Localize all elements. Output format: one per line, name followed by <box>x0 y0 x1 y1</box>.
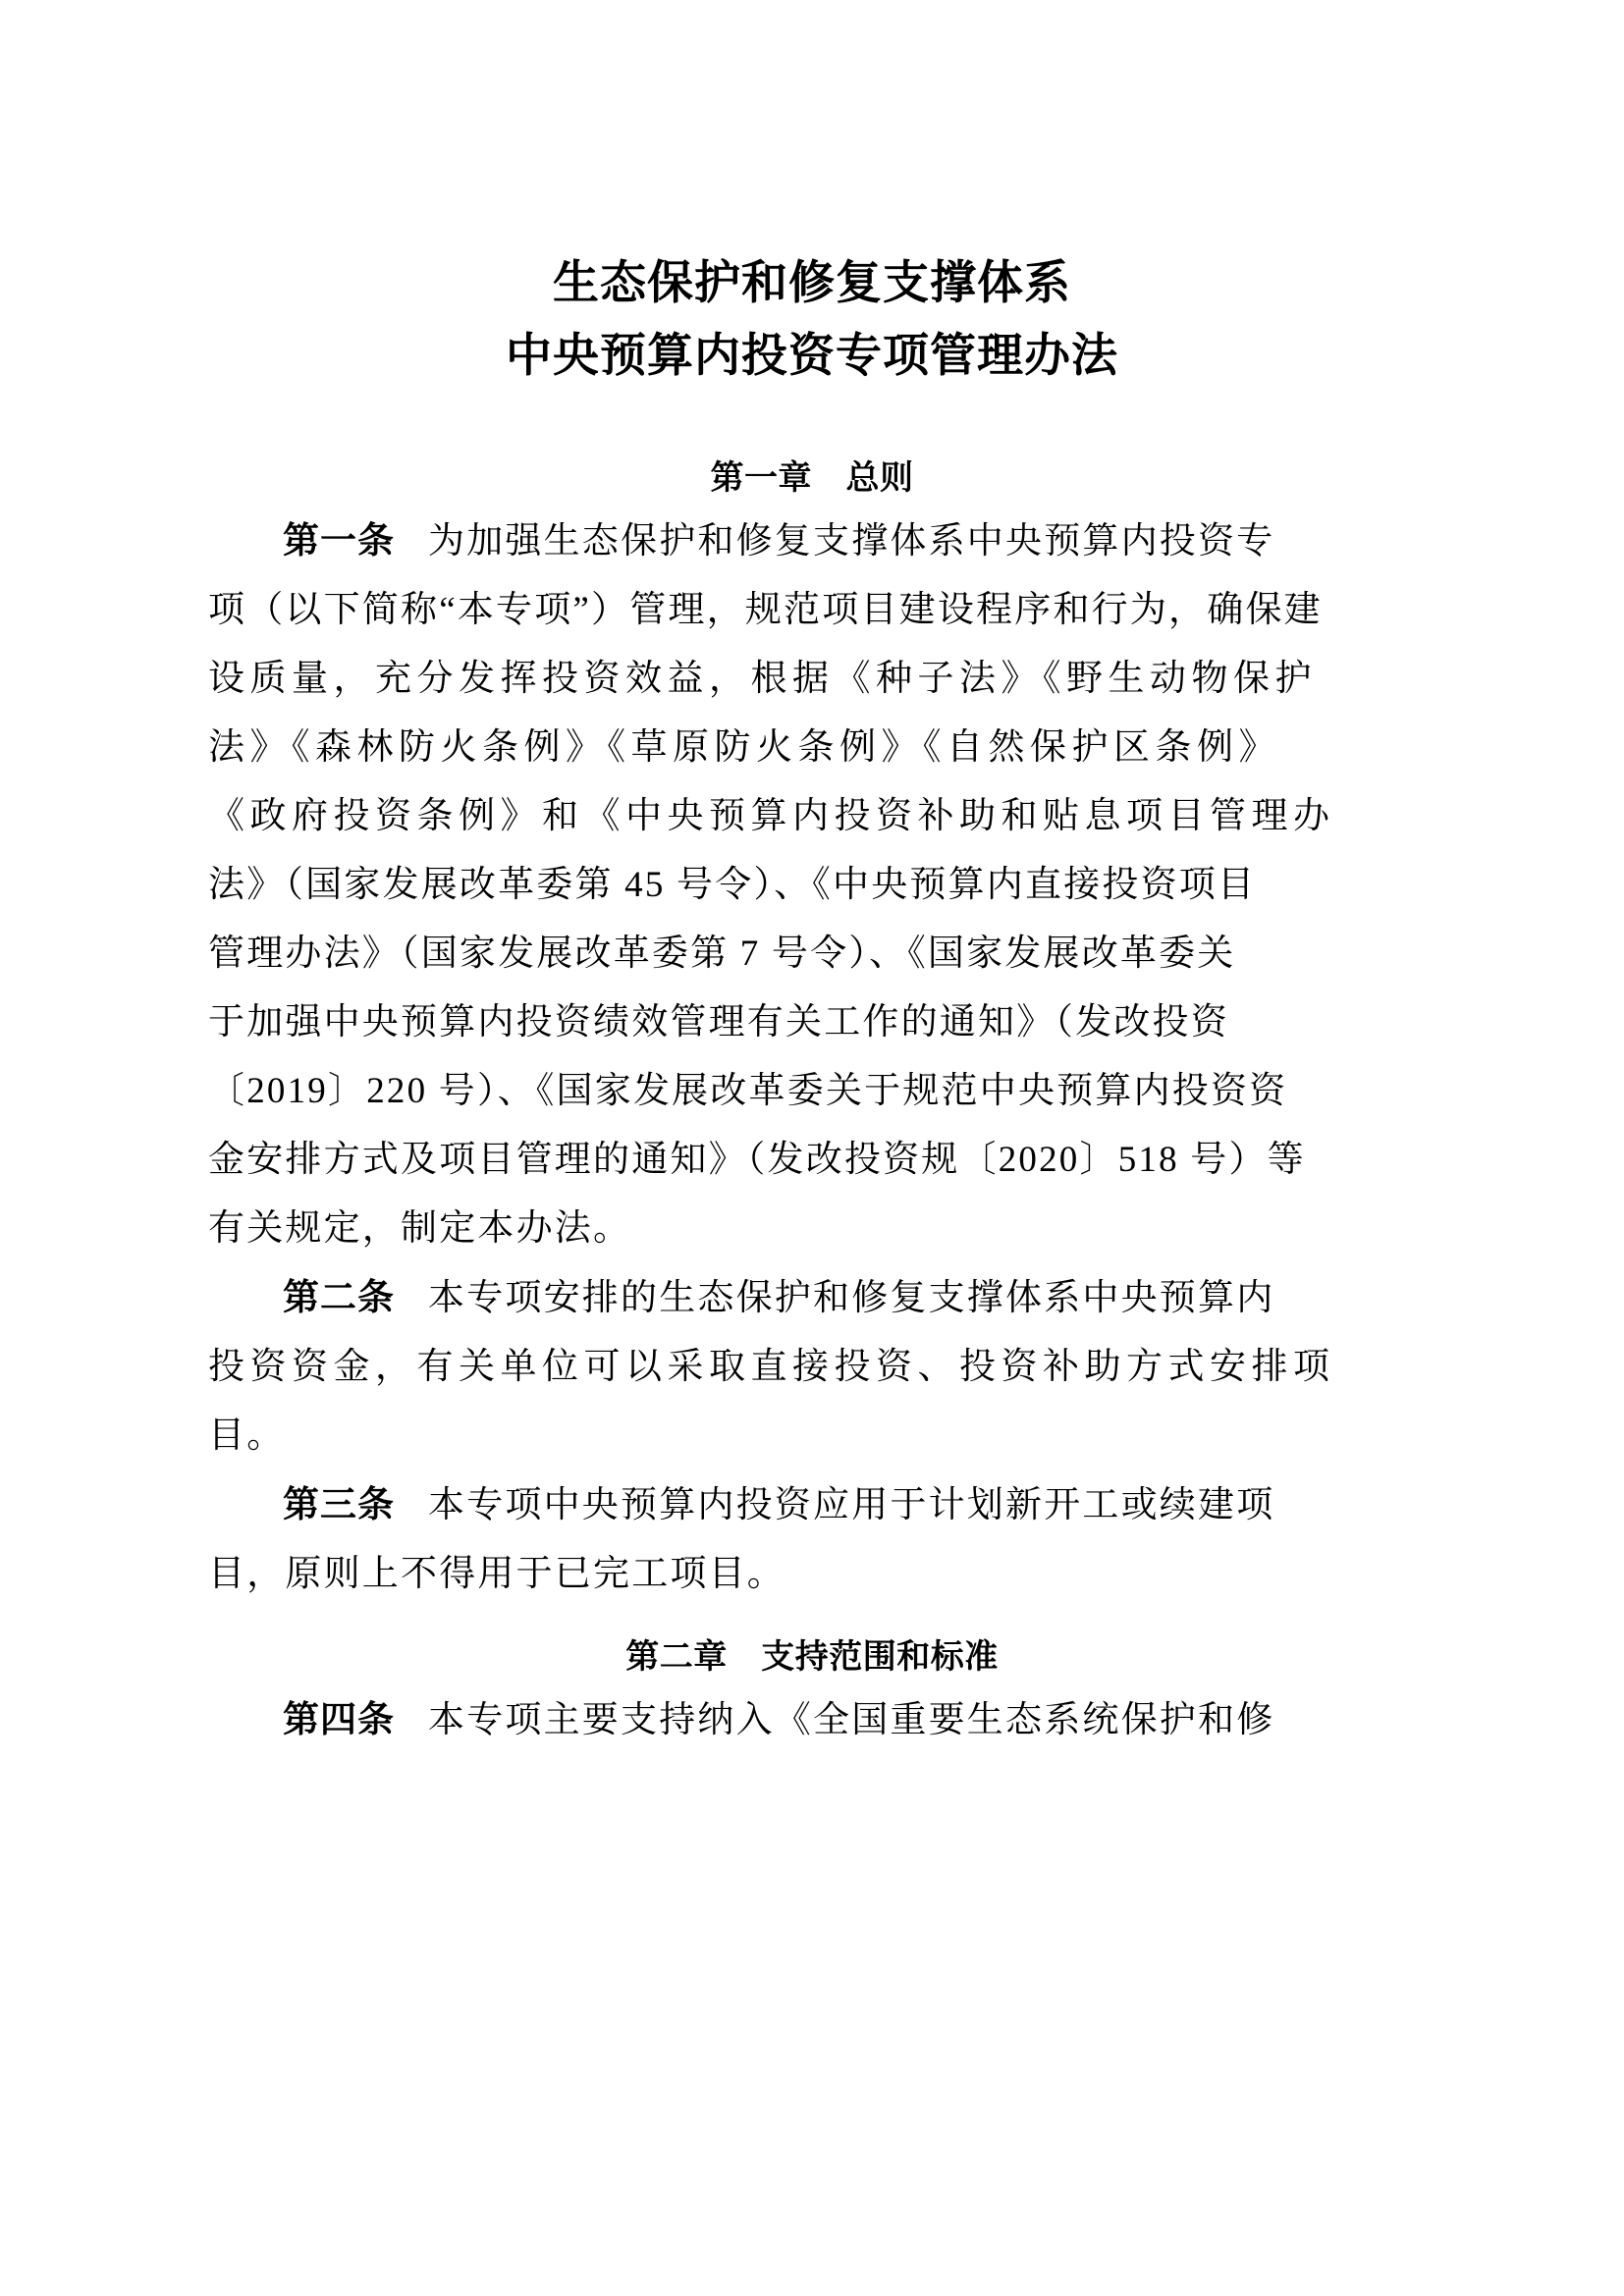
article-2-text-1: 本专项安排的生态保护和修复支撑体系中央预算内 <box>428 1278 1275 1318</box>
article-1-line-7: 管理办法》（国家发展改革委第 7 号令）、《国家发展改革委关 <box>208 934 1236 974</box>
article-3-label: 第三条 <box>283 1484 395 1524</box>
article-1-line-11: 有关规定，制定本办法。 <box>208 1208 632 1249</box>
article-1-line-5: 《政府投资条例》和《中央预算内投资补助和贴息项目管理办 <box>208 796 1335 836</box>
chapter-heading-1: 第一章 总则 <box>710 459 914 497</box>
article-1-line-2: 项（以下简称“本专项”）管理，规范项目建设程序和行为，确保建 <box>208 590 1323 630</box>
article-3 <box>208 1470 1553 1609</box>
body-content-2 <box>71 1685 1553 1755</box>
article-2-line-3: 目。 <box>208 1415 286 1456</box>
article-3-text-1: 本专项中央预算内投资应用于计划新开工或续建项 <box>428 1485 1275 1525</box>
article-3-line-1 <box>208 1470 1553 1540</box>
article-1-line-1 <box>208 507 1553 576</box>
article-2-line-2: 投资资金，有关单位可以采取直接投资、投资补助方式安排项 <box>208 1347 1335 1387</box>
article-1-line-6: 法》（国家发展改革委第 45 号令）、《中央预算内直接投资项目 <box>208 865 1257 905</box>
article-1-line-4: 法》《森林防火条例》《草原防火条例》《自然保护区条例》 <box>208 727 1280 768</box>
article-4-line-1 <box>208 1685 1553 1755</box>
title-line-2: 中央预算内投资专项管理办法 <box>506 331 1118 382</box>
article-4-text-1: 本专项主要支持纳入《全国重要生态系统保护和修 <box>428 1700 1275 1740</box>
article-1-line-8: 于加强中央预算内投资绩效管理有关工作的通知》（发改投资 <box>208 1002 1229 1042</box>
article-1-line-3: 设质量，充分发挥投资效益，根据《种子法》《野生动物保护 <box>208 659 1317 699</box>
article-1 <box>208 507 1553 1263</box>
article-1-text-1: 为加强生态保护和修复支撑体系中央预算内投资专 <box>428 521 1275 561</box>
article-2-line-1 <box>208 1263 1553 1333</box>
article-4 <box>208 1685 1553 1755</box>
title-line-1: 生态保护和修复支撑体系 <box>553 258 1071 309</box>
article-1-label: 第一条 <box>283 520 395 561</box>
article-2-label: 第二条 <box>283 1277 395 1317</box>
chapter-heading-2: 第二章 支持范围和标准 <box>625 1638 999 1676</box>
article-1-line-10: 金安排方式及项目管理的通知》（发改投资规〔2020〕518 号）等 <box>208 1140 1306 1180</box>
article-3-line-2: 目，原则上不得用于已完工项目。 <box>208 1554 785 1594</box>
page-title <box>0 0 1624 393</box>
article-4-label: 第四条 <box>283 1699 395 1739</box>
body-content <box>71 507 1553 1609</box>
article-1-line-9: 〔2019〕220 号）、《国家发展改革委关于规范中央预算内投资资 <box>208 1071 1288 1111</box>
article-2 <box>208 1263 1553 1470</box>
